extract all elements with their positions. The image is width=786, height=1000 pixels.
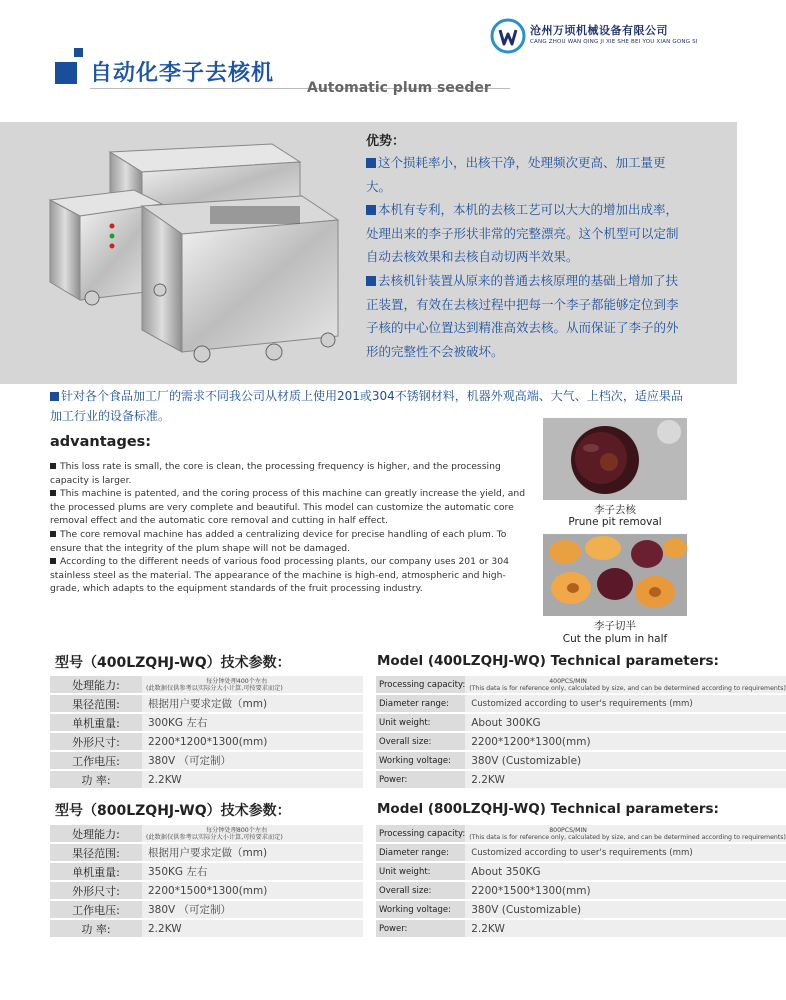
table-row	[376, 695, 786, 712]
spec-label: 果径范围:	[50, 844, 142, 861]
company-name-cn: 沧州万顷机械设备有限公司	[530, 24, 668, 37]
spec1-title-cn: 型号（400LZQHJ-WQ）技术参数：	[55, 655, 291, 671]
bullet-square-icon	[50, 558, 56, 564]
bullet-square-icon	[366, 205, 376, 215]
table-row	[376, 771, 786, 788]
bullet-square-icon	[366, 158, 376, 168]
advantage-en-item: The core removal machine has added a centralizing device for precise handling of each plum. To ensure that the integrity of the plum shape will not be damaged.	[50, 528, 507, 554]
table-row	[50, 733, 363, 750]
bullet-square-icon	[50, 490, 56, 496]
spec-value: 每分钟处理800个左右 (此数据仅供参考以实际分大小计算,可按要求而定)	[142, 825, 363, 842]
company-logo-icon	[490, 18, 526, 54]
spec-value: About 350KG	[465, 863, 786, 880]
spec2-title-cn: 型号（800LZQHJ-WQ）技术参数：	[55, 803, 291, 819]
spec-value: 根据用户要求定做（mm)	[142, 844, 363, 861]
spec-label: Unit weight:	[376, 863, 465, 880]
bullet-square-icon	[50, 392, 59, 401]
table-row	[376, 920, 786, 937]
table-row	[376, 733, 786, 750]
table-row	[50, 771, 363, 788]
table-row	[376, 882, 786, 899]
photo1-caption-cn: 李子去核	[594, 504, 636, 516]
spec-value: 380V (Customizable)	[465, 901, 786, 918]
advantage-cn-item: 这个损耗率小，出核干净，处理频次更高、加工量更大。	[366, 155, 666, 194]
advantage-cn-item: 去核机针装置从原来的普通去核原理的基础上增加了扶正装置，有效在去核过程中把每一个李子都能够定位到李子核的中心位置达到精准高效去核。从而保证了李子的外形的完整性不会被破坏。	[366, 272, 679, 359]
spec-label: 工作电压:	[50, 901, 142, 918]
title-small-square-icon	[74, 48, 83, 57]
spec-label: Unit weight:	[376, 714, 465, 731]
advantages-en-list	[50, 460, 528, 596]
table-row	[376, 844, 786, 861]
plum-pitted-photo	[543, 418, 687, 500]
table-row	[50, 752, 363, 769]
spec-label: 处理能力:	[50, 825, 142, 842]
spec-label: Diameter range:	[376, 844, 465, 861]
table-row	[376, 901, 786, 918]
spec-label: Working voltage:	[376, 901, 465, 918]
material-note: 针对各个食品加工厂的需求不同我公司从材质上使用201或304不锈钢材料，机器外观高端、大气、上档次，适应果品加工行业的设备标准。	[50, 389, 683, 423]
table-row	[376, 676, 786, 693]
spec-label: 单机重量:	[50, 863, 142, 880]
company-name-en: CANG ZHOU WAN QING JI XIE SHE BEI YOU XIAN GONG SI	[530, 39, 698, 45]
table-row	[50, 844, 363, 861]
table-row	[50, 882, 363, 899]
advantages-cn-title: 优势：	[366, 134, 406, 149]
advantage-en-item: This loss rate is small, the core is clean, the processing frequency is higher, and the processing capacity is larger.	[50, 461, 501, 486]
company-logo	[490, 18, 720, 54]
spec-value: 2200*1200*1300(mm)	[465, 733, 786, 750]
advantages-en-title: advantages:	[50, 434, 152, 450]
plum-halves-photo	[543, 534, 687, 616]
spec-value: 2.2KW	[142, 771, 363, 788]
photo2-caption-cn: 李子切半	[594, 620, 636, 632]
spec-label: Power:	[376, 771, 465, 788]
table-row	[376, 863, 786, 880]
spec-value: 2.2KW	[465, 771, 786, 788]
table-row	[50, 920, 363, 937]
spec-value: 300KG 左右	[142, 714, 363, 731]
spec-label: Processing capacity:	[376, 676, 465, 693]
spec-value: 2200*1500*1300(mm)	[465, 882, 786, 899]
spec-label: 外形尺寸:	[50, 733, 142, 750]
table-row	[50, 863, 363, 880]
spec-value: 2.2KW	[142, 920, 363, 937]
spec-label: Working voltage:	[376, 752, 465, 769]
table-row	[50, 676, 363, 693]
spec-label: 单机重量:	[50, 714, 142, 731]
spec-label: Diameter range:	[376, 695, 465, 712]
spec-label: 果径范围:	[50, 695, 142, 712]
title-square-icon	[55, 62, 77, 84]
table-row	[50, 714, 363, 731]
spec2-table-cn	[50, 823, 363, 939]
spec-label: Overall size:	[376, 733, 465, 750]
spec-label: Overall size:	[376, 882, 465, 899]
spec1-table-cn	[50, 674, 363, 790]
table-row	[50, 695, 363, 712]
spec-value: Customized according to user's requirements (mm)	[465, 695, 786, 712]
table-row	[376, 752, 786, 769]
spec-value: 400PCS/MIN (This data is for reference only, calculated by size, and can be determined according to requirements)	[465, 676, 786, 693]
photo1-caption-en: Prune pit removal	[568, 516, 662, 528]
spec-value: About 300KG	[465, 714, 786, 731]
page-title-cn: 自动化李子去核机	[90, 61, 275, 86]
advantage-cn-item: 本机有专利，本机的去核工艺可以大大的增加出成率，处理出来的李子形状非常的完整漂亮。这个机型可以定制自动去核效果和去核自动切两半效果。	[366, 202, 679, 265]
spec-label: 工作电压:	[50, 752, 142, 769]
spec-value: Customized according to user's requirements (mm)	[465, 844, 786, 861]
spec-value: 380V （可定制）	[142, 901, 363, 918]
advantages-cn-list	[366, 151, 688, 363]
spec-value: 350KG 左右	[142, 863, 363, 880]
spec-value: 每分钟处理400个左右 (此数据仅供参考以实际分大小计算,可按要求而定)	[142, 676, 363, 693]
spec-label: 处理能力:	[50, 676, 142, 693]
table-row	[50, 825, 363, 842]
spec-label: Processing capacity:	[376, 825, 465, 842]
bullet-square-icon	[50, 531, 56, 537]
spec-label: Power:	[376, 920, 465, 937]
advantage-en-item: This machine is patented, and the coring process of this machine can greatly increase the yield, and the processed plums are very complete and beautiful. This model can customize the automatic core removal effect and the automatic core removal and cutting in half effect.	[50, 488, 526, 527]
spec-label: 功 率:	[50, 771, 142, 788]
spec-label: 功 率:	[50, 920, 142, 937]
spec-value: 根据用户要求定做（mm)	[142, 695, 363, 712]
table-row	[376, 714, 786, 731]
page-title-en: Automatic plum seeder	[307, 80, 491, 96]
advantage-en-item: According to the different needs of various food processing plants, our company uses 201 or 304 stainless steel as the material. The appearance of the machine is high-end, atmospheric and high-grade, which adapts to the equipment standards of the fruit processing industry.	[50, 556, 509, 595]
machine-image	[42, 140, 362, 368]
spec-value: 2200*1200*1300(mm)	[142, 733, 363, 750]
table-row	[50, 901, 363, 918]
bullet-square-icon	[50, 463, 56, 469]
spec-value: 380V （可定制）	[142, 752, 363, 769]
photo2-caption-en: Cut the plum in half	[562, 633, 668, 645]
spec1-title-en: Model (400LZQHJ-WQ) Technical parameters:	[377, 653, 719, 669]
spec1-table-en	[376, 674, 786, 790]
spec-value: 800PCS/MIN (This data is for reference only, calculated by size, and can be determined according to requirements)	[465, 825, 786, 842]
spec-value: 380V (Customizable)	[465, 752, 786, 769]
spec-label: 外形尺寸:	[50, 882, 142, 899]
spec-value: 2.2KW	[465, 920, 786, 937]
spec2-table-en	[376, 823, 786, 939]
bullet-square-icon	[366, 276, 376, 286]
spec-value: 2200*1500*1300(mm)	[142, 882, 363, 899]
spec2-title-en: Model (800LZQHJ-WQ) Technical parameters:	[377, 801, 719, 817]
table-row	[376, 825, 786, 842]
